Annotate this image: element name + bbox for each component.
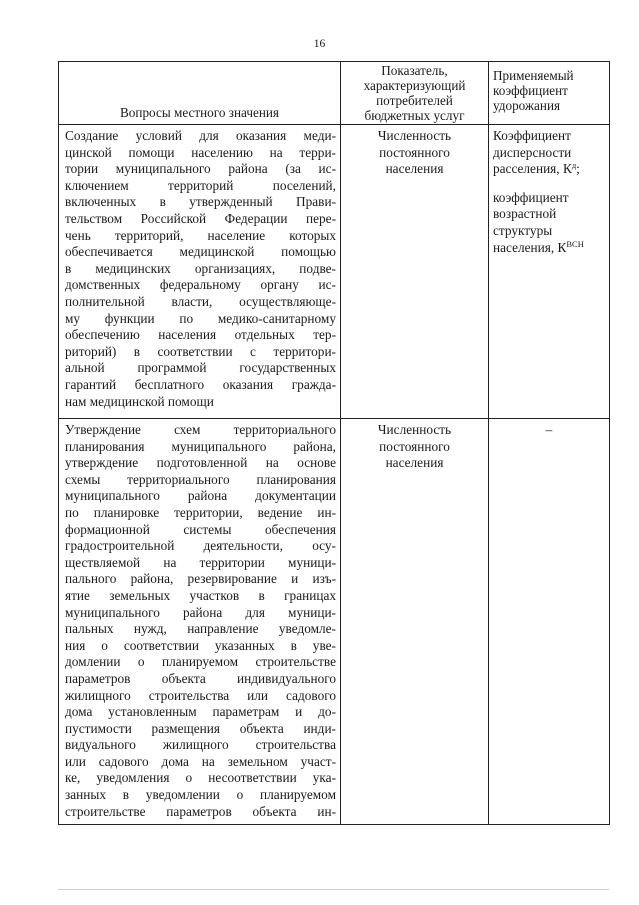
- question-line: Создание условий для оказания меди-: [65, 128, 336, 143]
- header-indicator-line: характеризующий: [363, 78, 466, 93]
- header-coefficient-line: удорожания: [493, 98, 561, 113]
- coefficient-age-structure: [493, 190, 605, 256]
- question-line: включенных в утвержденный Прави-: [65, 194, 336, 210]
- indicator-cell: [341, 125, 489, 419]
- indicator-line: населения: [385, 455, 444, 471]
- coefficient-cell: [489, 125, 610, 419]
- question-line: риторий) в соответствии с территори-: [65, 343, 336, 359]
- coef-line: возрастной: [493, 206, 557, 222]
- question-text: [59, 125, 340, 414]
- table-row: [59, 419, 610, 825]
- coef-superscript: д: [571, 160, 577, 171]
- question-line: схемы территориального планирования: [65, 471, 336, 487]
- header-indicator-line: Показатель,: [381, 63, 448, 78]
- question-line: полнительной власти, осуществляюще-: [65, 293, 336, 309]
- indicator-line: постоянного: [379, 438, 450, 454]
- header-coefficient-line: коэффициент: [493, 83, 568, 98]
- question-line: ключением территорий поселений,: [65, 177, 336, 193]
- question-cell: [59, 419, 341, 825]
- question-text: [59, 419, 340, 824]
- coefficient-dash: –: [545, 422, 553, 437]
- page-number: 16: [313, 38, 326, 50]
- question-line: домственных федеральному органу ис-: [65, 277, 336, 293]
- question-line: видуального жилищного строительства: [65, 737, 336, 753]
- indicator-line: Численность: [377, 128, 452, 143]
- coef-line: дисперсности: [493, 144, 572, 160]
- question-line: муниципального района для муници-: [65, 604, 336, 620]
- header-indicator-line: бюджетных услуг: [364, 108, 465, 123]
- question-line: пустимости размещения объекта инди-: [65, 720, 336, 736]
- coefficient-dispersion: [493, 128, 605, 178]
- question-line: чень территорий, население которых: [65, 227, 336, 243]
- header-local-issues-text: Вопросы местного значения: [120, 105, 279, 120]
- header-coefficient: [489, 62, 610, 125]
- page-edge-line: [58, 889, 609, 890]
- question-line: ятие земельных участков в границах: [65, 587, 336, 603]
- question-line: ществляемой на территории муници-: [65, 554, 336, 570]
- coefficient-cell: [489, 419, 610, 825]
- question-line: нам медицинской помощи: [65, 393, 214, 409]
- indicator-line: населения: [385, 161, 444, 177]
- question-line: формационной системы обеспечения: [65, 521, 336, 537]
- coef-line: населения, К: [493, 239, 567, 255]
- coef-line: расселения, К: [493, 161, 572, 177]
- question-line: обеспечивается медицинской помощью: [65, 244, 336, 260]
- question-line: тории муниципального района (за ис-: [65, 161, 336, 177]
- question-line: гарантий бесплатного оказания гражда-: [65, 376, 336, 392]
- table-header-row: [59, 62, 610, 125]
- coef-superscript: ВСН: [566, 238, 584, 249]
- indicator-line: Численность: [377, 422, 452, 437]
- question-line: му функции по медико-санитарному: [65, 310, 336, 326]
- question-line: планирования муниципального района,: [65, 438, 336, 454]
- question-line: или садового дома на земельном участ-: [65, 753, 336, 769]
- question-line: строительстве параметров объекта ин-: [65, 803, 336, 819]
- indicator-line: постоянного: [379, 144, 450, 160]
- question-line: жилищного строительства или садового: [65, 687, 336, 703]
- coef-line: Коэффициент: [493, 128, 571, 143]
- header-coefficient-line: Применяемый: [493, 68, 574, 83]
- question-cell: [59, 125, 341, 419]
- question-line: градостроительной деятельности, осу-: [65, 538, 336, 554]
- question-line: муниципального района документации: [65, 488, 336, 504]
- coef-punct: ;: [576, 161, 580, 177]
- header-indicator: [341, 62, 489, 125]
- header-indicator-line: потребителей: [376, 93, 453, 108]
- question-line: параметров объекта индивидуального: [65, 670, 336, 686]
- coef-line: коэффициент: [493, 189, 569, 205]
- question-line: пальных нужд, направление уведомле-: [65, 621, 336, 637]
- coefficients-table: [58, 61, 610, 825]
- question-line: по планировке территории, ведение ин-: [65, 504, 336, 520]
- question-line: ния о соответствии указанных в уве-: [65, 637, 336, 653]
- question-line: домлении о планируемом строительстве: [65, 654, 336, 670]
- indicator-cell: [341, 419, 489, 825]
- question-line: обеспечению населения отдельных тер-: [65, 327, 336, 343]
- question-line: дома установленным параметрам и до-: [65, 704, 336, 720]
- question-line: цинской помощи населению на терри-: [65, 144, 336, 160]
- question-line: пального района, резервирование и изъ-: [65, 571, 336, 587]
- question-line: тельством Российской Федерации пере-: [65, 210, 336, 226]
- question-line: ке, уведомления о несоответствии ука-: [65, 770, 336, 786]
- header-local-issues: [59, 62, 341, 125]
- question-line: занных в уведомлении о планируемом: [65, 787, 336, 803]
- question-line: Утверждение схем территориального: [65, 422, 336, 437]
- table-row: [59, 125, 610, 419]
- question-line: утверждение подготовленной на основе: [65, 455, 336, 471]
- question-line: в медицинских организациях, подве-: [65, 260, 336, 276]
- coef-line: структуры: [493, 222, 553, 238]
- question-line: альной программой государственных: [65, 360, 336, 376]
